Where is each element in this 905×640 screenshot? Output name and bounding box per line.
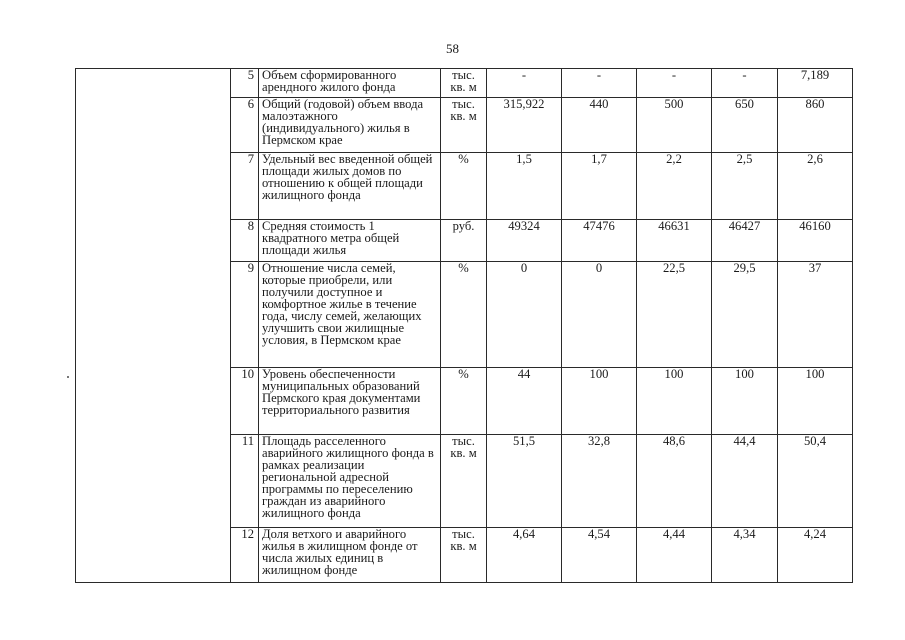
value-cell: - (487, 69, 562, 98)
value-cell: 48,6 (637, 435, 712, 528)
indicator-name: Площадь расселенного аварийного жилищного фонда в рамках реализации региональной адресной программы по переселению граждан из аварийного жилищного фонда (259, 435, 441, 528)
value-cell: 650 (712, 98, 778, 153)
value-cell: 100 (637, 368, 712, 435)
indicator-name: Доля ветхого и аварийного жилья в жилищном фонде от числа жилых единиц в жилищном фонде (259, 528, 441, 583)
value-cell: 315,922 (487, 98, 562, 153)
indicators-table-wrapper (75, 68, 853, 583)
value-cell: 100 (712, 368, 778, 435)
value-cell: - (637, 69, 712, 98)
value-cell: 4,24 (778, 528, 853, 583)
row-number: 7 (231, 153, 259, 220)
unit-cell: тыс. кв. м (441, 98, 487, 153)
value-cell: 0 (562, 262, 637, 368)
row-number: 6 (231, 98, 259, 153)
unit-cell: % (441, 262, 487, 368)
value-cell: 2,2 (637, 153, 712, 220)
page-number: 58 (446, 41, 459, 56)
unit-cell: тыс. кв. м (441, 435, 487, 528)
indicator-name: Средняя стоимость 1 квадратного метра общей площади жилья (259, 220, 441, 262)
unit-cell: % (441, 153, 487, 220)
value-cell: 7,189 (778, 69, 853, 98)
value-cell: 4,44 (637, 528, 712, 583)
value-cell: 2,5 (712, 153, 778, 220)
row-number: 11 (231, 435, 259, 528)
value-cell: 44,4 (712, 435, 778, 528)
value-cell: 50,4 (778, 435, 853, 528)
value-cell: 32,8 (562, 435, 637, 528)
indicator-name: Удельный вес введенной общей площади жилых домов по отношению к общей площади жилищного фонда (259, 153, 441, 220)
value-cell: 500 (637, 98, 712, 153)
indicator-name: Объем сформированного арендного жилого фонда (259, 69, 441, 98)
value-cell: 46160 (778, 220, 853, 262)
table-row (76, 69, 853, 98)
value-cell: 37 (778, 262, 853, 368)
scan-speck (67, 376, 69, 378)
unit-cell: тыс. кв. м (441, 69, 487, 98)
table-body (76, 69, 853, 583)
value-cell: 100 (778, 368, 853, 435)
row-number: 10 (231, 368, 259, 435)
value-cell: 47476 (562, 220, 637, 262)
value-cell: 100 (562, 368, 637, 435)
unit-cell: % (441, 368, 487, 435)
value-cell: 29,5 (712, 262, 778, 368)
value-cell: 440 (562, 98, 637, 153)
value-cell: 1,7 (562, 153, 637, 220)
indicator-name: Уровень обеспеченности муниципальных образований Пермского края документами территориального развития (259, 368, 441, 435)
value-cell: 0 (487, 262, 562, 368)
value-cell: 51,5 (487, 435, 562, 528)
row-number: 12 (231, 528, 259, 583)
unit-cell: тыс. кв. м (441, 528, 487, 583)
value-cell: 860 (778, 98, 853, 153)
merged-section-cell (76, 69, 231, 583)
unit-cell: руб. (441, 220, 487, 262)
value-cell: - (712, 69, 778, 98)
indicator-name: Общий (годовой) объем ввода малоэтажного (индивидуального) жилья в Пермском крае (259, 98, 441, 153)
indicators-table (75, 68, 853, 583)
value-cell: 1,5 (487, 153, 562, 220)
value-cell: 2,6 (778, 153, 853, 220)
value-cell: 44 (487, 368, 562, 435)
value-cell: 49324 (487, 220, 562, 262)
value-cell: 22,5 (637, 262, 712, 368)
value-cell: 4,64 (487, 528, 562, 583)
row-number: 9 (231, 262, 259, 368)
value-cell: 46427 (712, 220, 778, 262)
value-cell: - (562, 69, 637, 98)
row-number: 8 (231, 220, 259, 262)
row-number: 5 (231, 69, 259, 98)
value-cell: 4,34 (712, 528, 778, 583)
value-cell: 46631 (637, 220, 712, 262)
value-cell: 4,54 (562, 528, 637, 583)
indicator-name: Отношение числа семей, которые приобрели, или получили доступное и комфортное жилье в течение года, числу семей, желающих улучшить свои жилищные условия, в Пермском крае (259, 262, 441, 368)
